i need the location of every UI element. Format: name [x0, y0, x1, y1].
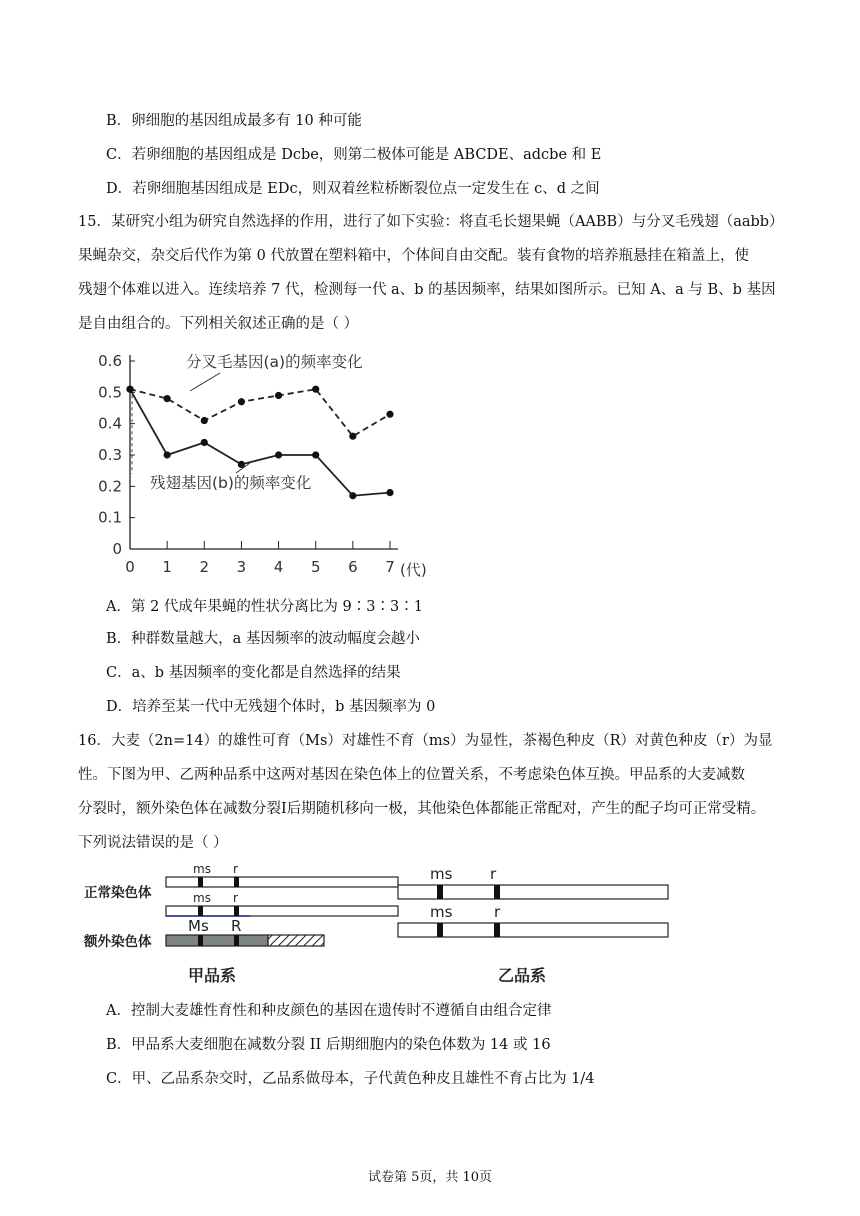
series-1-point-4	[275, 451, 282, 458]
q16-option-c: C．甲、乙品系杂交时，乙品系做母本，子代黄色种皮且雄性不育占比为 1/4	[106, 1071, 595, 1087]
series-label-a: 分叉毛基因(a)的频率变化	[186, 353, 363, 371]
y-tick-label-0: 0	[112, 540, 122, 558]
locus-R	[234, 935, 239, 946]
gene-label-ms-2: ms	[193, 891, 211, 905]
series-1-point-7	[386, 489, 393, 496]
gene-label-R: R	[231, 917, 242, 935]
q16-stem-line-2: 性。下图为甲、乙两种品系中这两对基因在染色体上的位置关系，不考虑染色体互换。甲品系的大麦减数	[78, 767, 745, 783]
y-tick-label-5: 0.5	[98, 383, 122, 402]
gene-label-r-1: r	[233, 862, 238, 876]
series-0-point-4	[275, 392, 282, 399]
locus-ms-4	[437, 923, 443, 937]
x-tick-label-4: 4	[273, 558, 284, 576]
q16-stem-line-3: 分裂时，额外染色体在减数分裂Ⅰ后期随机移向一极，其他染色体都能正常配对，产生的配子均可正常受精。	[78, 801, 766, 817]
q15-option-c: C．a、b 基因频率的变化都是自然选择的结果	[106, 665, 401, 681]
locus-ms-2	[198, 906, 203, 916]
q14-option-c: C．若卵细胞的基因组成是 Dcbe，则第二极体可能是 ABCDE、adcbe 和 E	[106, 147, 602, 163]
q16-stem-line-4: 下列说法错误的是（ ）	[78, 835, 228, 851]
chromosome-diagram	[80, 855, 680, 990]
q15-stem-line-4: 是自由组合的。下列相关叙述正确的是（ ）	[78, 316, 359, 332]
locus-r-4	[494, 923, 500, 937]
gene-label-ms-3: ms	[430, 865, 453, 883]
gene-label-r-4: r	[494, 903, 501, 921]
caption-yi: 乙品系	[498, 966, 547, 985]
locus-r-2	[234, 906, 239, 916]
series-1-point-2	[201, 439, 208, 446]
locus-ms-3	[437, 885, 443, 899]
y-tick-label-6: 0.6	[98, 352, 122, 370]
x-tick-label-2: 2	[199, 558, 210, 576]
q16-option-a: A．控制大麦雄性育性和种皮颜色的基因在遗传时不遵循自由组合定律	[106, 1003, 552, 1019]
series-1-point-5	[312, 451, 319, 458]
series-0-point-1	[164, 395, 171, 402]
x-tick-label-1: 1	[162, 558, 172, 576]
normal-chromosome-label: 正常染色体	[84, 885, 152, 901]
q14-option-b: B．卵细胞的基因组成最多有 10 种可能	[106, 113, 362, 129]
q15-option-d: D．培养至某一代中无残翅个体时，b 基因频率为 0	[106, 699, 436, 715]
q15-option-a: A．第 2 代成年果蝇的性状分离比为 9∶3∶3∶1	[106, 599, 423, 615]
locus-r-3	[494, 885, 500, 899]
gene-label-ms-4: ms	[430, 903, 453, 921]
locus-r-1	[234, 877, 239, 887]
extra-chromosome-label: 额外染色体	[84, 934, 152, 950]
q16-option-b: B．甲品系大麦细胞在减数分裂 II 后期细胞内的染色体数为 14 或 16	[106, 1037, 551, 1053]
gene-frequency-chart	[90, 345, 450, 585]
series-label-b: 残翅基因(b)的频率变化	[150, 474, 312, 492]
q15-stem-line-1: 15．某研究小组为研究自然选择的作用，进行了如下实验：将直毛长翅果蝇（AABB）与分叉毛残翅（aabb）	[78, 214, 784, 230]
q14-option-d: D．若卵细胞基因组成是 EDc，则双着丝粒桥断裂位点一定发生在 c、d 之间	[106, 181, 600, 197]
x-unit-label: (代)	[400, 561, 427, 579]
y-tick-label-4: 0.4	[98, 414, 122, 433]
q15-stem-line-2: 果蝇杂交，杂交后代作为第 0 代放置在塑料箱中，个体间自由交配。装有食物的培养瓶悬挂在箱盖上，使	[78, 248, 749, 264]
page-footer: 试卷第 5页，共 10页	[367, 1170, 493, 1185]
series-0-point-3	[238, 398, 245, 405]
y-tick-label-3: 0.3	[98, 446, 122, 464]
y-tick-label-1: 0.1	[98, 508, 122, 527]
caption-jia: 甲品系	[188, 966, 237, 985]
x-tick-label-3: 3	[236, 558, 247, 576]
x-tick-label-7: 7	[385, 558, 395, 576]
locus-ms-1	[198, 877, 203, 887]
q15-stem-line-3: 残翅个体难以进入。连续培养 7 代，检测每一代 a、b 的基因频率，结果如图所示。已知 A、a 与 B、b 基因	[78, 282, 776, 298]
gene-label-r-3: r	[490, 865, 497, 883]
locus-Ms	[198, 935, 203, 946]
q15-option-b: B．种群数量越大，a 基因频率的波动幅度会越小	[106, 631, 420, 647]
q16-stem-line-1: 16．大麦（2n=14）的雄性可育（Ms）对雄性不育（ms）为显性，茶褐色种皮（R）对黄色种皮（r）为显	[78, 733, 773, 749]
series-0-point-6	[349, 433, 356, 440]
x-tick-label-0: 0	[125, 558, 135, 576]
series-0-point-5	[312, 386, 319, 393]
series-0-point-7	[386, 411, 393, 418]
series-1-point-1	[164, 451, 171, 458]
series-0-point-2	[201, 417, 208, 424]
extra-chromosome-hatched	[268, 935, 324, 946]
x-tick-label-5: 5	[310, 558, 321, 576]
gene-label-ms-1: ms	[193, 862, 211, 876]
chart-axes	[130, 355, 398, 549]
series-1-point-6	[349, 492, 356, 499]
series-1-point-0	[126, 386, 133, 393]
gene-label-r-2: r	[233, 891, 238, 905]
label-a-pointer	[190, 373, 220, 391]
y-tick-label-2: 0.2	[98, 477, 122, 496]
x-tick-label-6: 6	[348, 558, 358, 576]
extra-chromosome-shaded	[166, 935, 268, 946]
gene-label-Ms: Ms	[188, 917, 209, 935]
